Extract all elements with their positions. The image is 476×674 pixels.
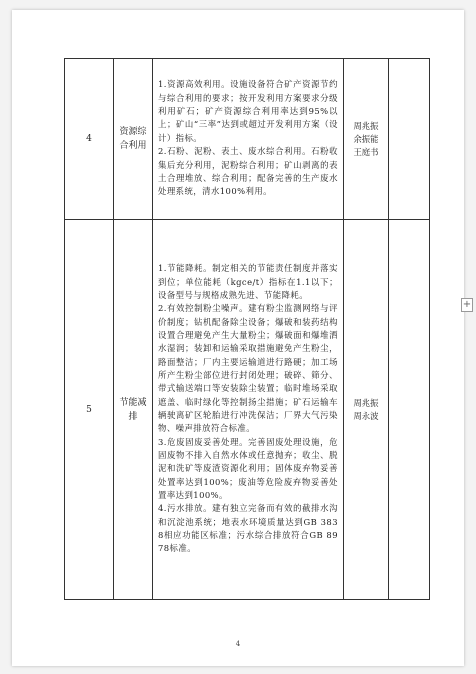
row-number: 4 [65, 59, 114, 220]
requirement-item: 1.资源高效利用。设施设备符合矿产资源节约与综合利用的要求；按开发利用方案要求分级利用矿石；矿产资源综合利用率达到95%以上；矿山“三率”达到或超过开发利用方案（设计）指标。 [158, 79, 338, 143]
responsible-cell: 周兆振余振能王庭书 [344, 59, 389, 220]
row-number: 5 [65, 220, 114, 600]
responsible-cell: 周兆振周永波 [344, 220, 389, 600]
requirement-item: 3.危废固废妥善处理。完善固废处理设施，危固废物不排入自然水体或任意抛弃；收尘、脱泥和洗矿等废渣资源化利用；固体废弃物妥善处置率达到100%；废油等危险废弃物妥善处置率达到100%。 [158, 436, 338, 501]
empty-cell [389, 220, 430, 600]
requirement-item: 1.节能降耗。制定相关的节能责任制度并落实到位；单位能耗（kgce/t）指标在1.1以下；设备型号与规格成熟先进、节能降耗。 [158, 263, 338, 300]
table-row [65, 59, 430, 220]
requirements-cell [153, 220, 344, 600]
expand-plus-icon[interactable]: + [462, 299, 472, 310]
document-page [12, 10, 472, 666]
page-number: 4 [235, 640, 241, 648]
requirement-item: 4.污水排放。建有独立完备而有效的截排水沟和沉淀池系统；地表水环境质量达到GB 3838相应功能区标准；污水综合排放符合GB 8978标准。 [158, 503, 338, 554]
requirements-cell [153, 59, 344, 220]
category-cell: 资源综合利用 [114, 59, 153, 220]
requirement-item: 2.有效控制粉尘噪声。建有粉尘监测网络与评价制度；钻机配备除尘设备；爆破和装药结构设置合理避免产生大量粉尘；爆破面和爆堆洒水湿润；装卸和运输采取措施避免产生粉尘，路面整洁；厂内主要运输道进行路硬；加工场所产生粉尘部位进行封闭处理；破碎、筛分、带式输送端口等安装除尘装置；临时堆场采取遮盖、临时绿化等控制扬尘措施；矿石运输车辆驶离矿区轮胎进行冲洗保洁；厂界大气污染物、噪声排放符合标准。 [158, 303, 338, 434]
requirement-item: 2.石粉、泥粉、表土、废水综合利用。石粉收集后充分利用，泥粉综合利用；矿山剥离的表土合理堆放、综合利用；配备完善的生产废水处理系统，清水100%利用。 [158, 146, 338, 197]
table-row [65, 220, 430, 600]
category-cell: 节能减排 [114, 220, 153, 600]
requirements-table [64, 58, 430, 600]
empty-cell [389, 59, 430, 220]
